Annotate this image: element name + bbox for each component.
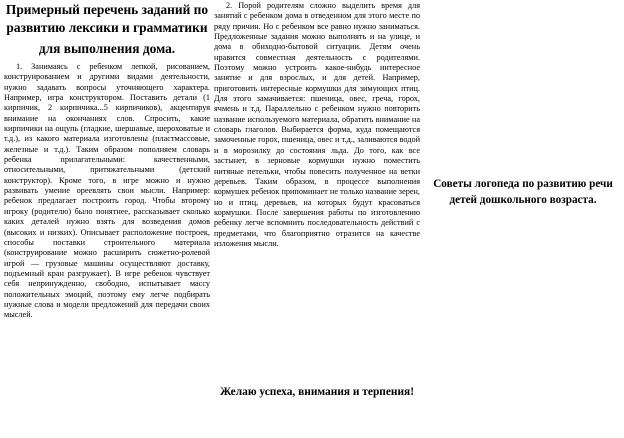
title-line-3: для выполнения дома. [38, 41, 176, 56]
closing-wish: Желаю успеха, внимания и терпения! [220, 386, 414, 398]
page-title [4, 0, 210, 58]
left-column [4, 0, 210, 321]
title-line-1: Примерный перечень заданий по [5, 2, 209, 17]
middle-column [214, 0, 420, 398]
task-item-2: 2. Порой родителям сложно выделить время для занятий с ребенком дома в отведенном для этого месте по ряду причин. Но с ребенком все равно нужно заниматься. Предложенные задания можно выполнять и на улице, и дома в обиходно-бытовой ситуации. Детям очень нравится совместная деятельность с родителями. Поэтому можно устроить какое-нибудь интересное занятие и для взрослых, и для детей. Например, приготовить интересные кормушки для зимующих птиц. Для этого замачивается: пшеница, овес, греча, горох, ячмень и т.д. Параллельно с ребенком нужно повторить название используемого материала, обратить внимание на словарь глаголов. Выбирается форма, куда помещаются замоченные горох, пшеница, овес и т.д., заливаются водой и в морозилку до состояния льда. До того, как все застынет, в зерновые кормушки нужно поместить нитяные петельки, чтобы повесить полученное на ветки деревьев. Таким образом, в процессе выполнения кормушек ребенок припоминает не только название зерен, но и птиц, деревьев, на которых будут красоваться кормушки. После завершения работы по изготовлению ребенку легче вспомнить последовательность действий с предметами, что благоприятно отразится на качестве изложения мысли. [214, 1, 420, 248]
advice-title: Советы логопеда по развитию речи детей дошкольного возраста. [433, 178, 613, 206]
title-line-2: развитию лексики и грамматики [6, 20, 208, 35]
task-item-1: 1. Занимаясь с ребенком лепкой, рисованием, конструированием и другими видами деятельности, нужно задавать вопросы уточняющего характера. Например, игра конструктором. Поставить детали (1 кирпичик, 2 кирпичика...5 кирпичиков), акцентируя внимание на окончаниях слов. Спросить, какие кирпичики на ощупь (гладкие, шершавые, шероховатые и т.д.), из какого материала изготовлены (пластмассовые, железные и т.д.). Таким образом пополняем словарь ребенка прилагательными: качественными, относительными, притяжательными (детский конструктор). Кроме того, в игре можно и нужно развивать умение ореевлять свои мысли. Например: ребенок предлагает построить город. Чтобы второму игроку (родителю) было понятнее, рассказывает сколько каких деталей нужно взять для возведения домов (высоких и низких). Описывает расположение построек, способы поставки строительного материала (конструирование можно расширить сюжетно-ролевой игрой — грузовые машины осуществляют доставку, подъемный кран разгружает). В игре ребенок чувствует себя непринужденно, свободно, испытывает массу положительных эмоций, поэтому ему легче подбирать нужные слова и модели предложений для передачи своих мыслей. [4, 62, 210, 320]
